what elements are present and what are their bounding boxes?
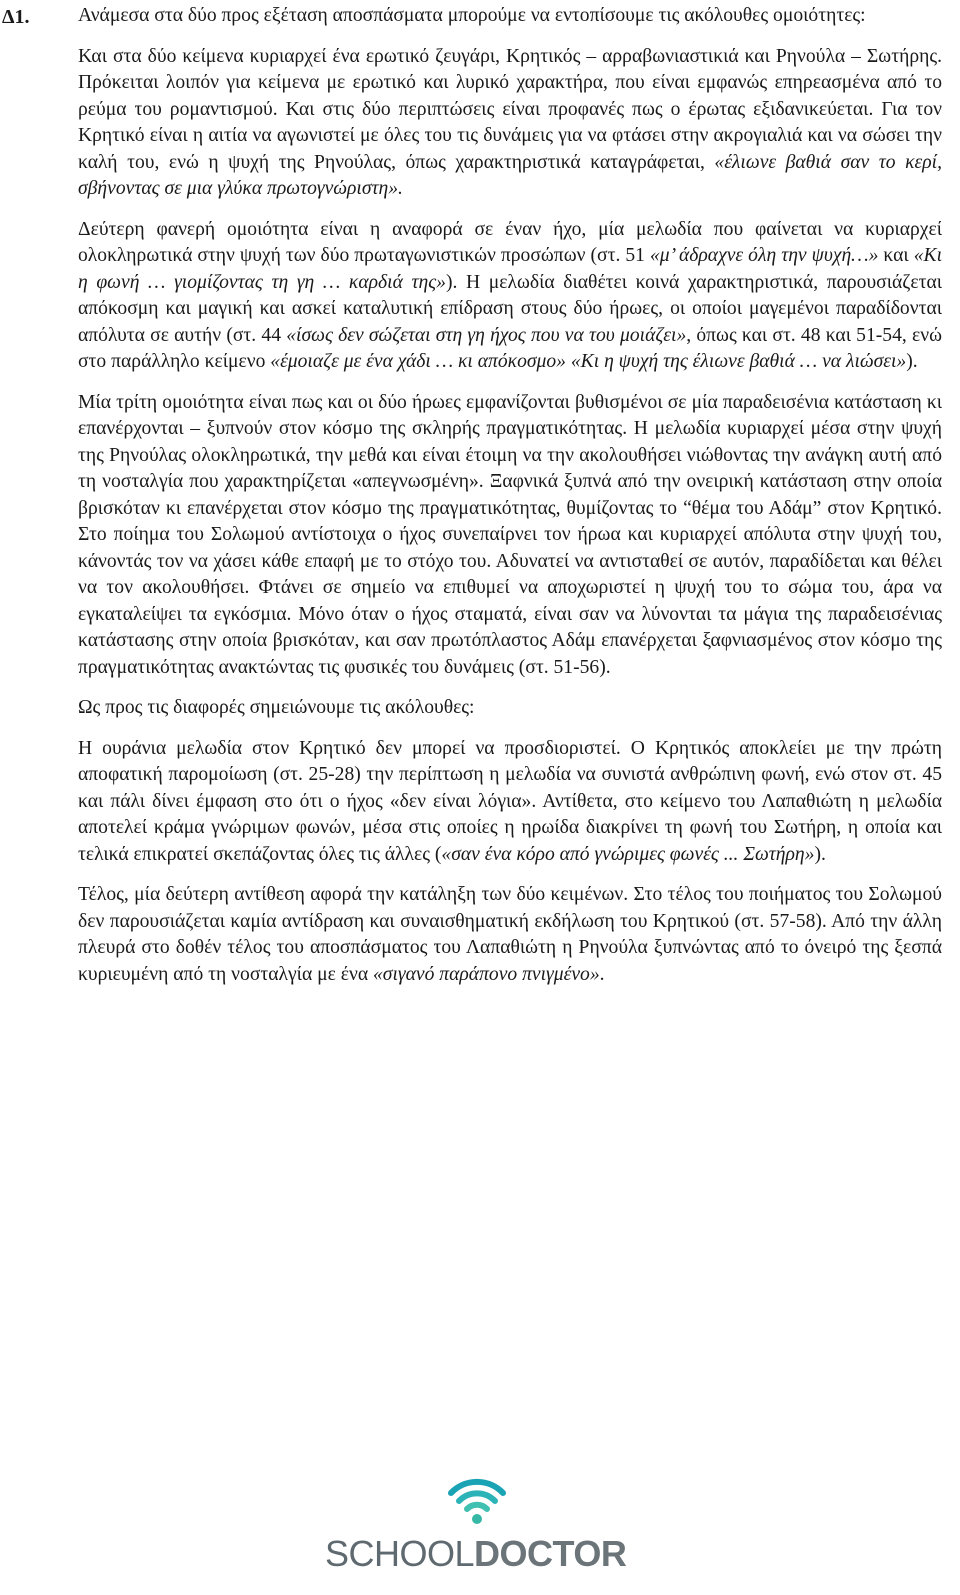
quote: «μ’ άδραχνε όλη την ψυχή…» [650, 245, 879, 266]
paragraph-text: Ως προς τις διαφορές σημειώνουμε τις ακόλουθες: [78, 697, 475, 718]
wifi-signal-icon [445, 1463, 509, 1527]
quote: «Κι η ψυχή της έλιωνε βαθιά … να λιώσει» [570, 351, 907, 372]
question-number: Δ1. [2, 6, 30, 28]
paragraph-intro [78, 3, 942, 30]
text-run: Τέλος, μία δεύτερη αντίθεση αφορά την κατάληξη των δύο κειμένων. Στο τέλος του ποιήματος του Σολωμού δεν παρουσιάζεται καμία αντίδραση και συναισθηματική εκδήλωση του Κρητικού (στ. 57-58). Από την άλλη πλευρά στο δοθέν τέλος του αποσπάσματος του Λαπαθιώτη η Ρηνούλα ξυπνώντας από το όνειρό της ξεσπά κυριευμένη από τη νοσταλγία με ένα [78, 884, 942, 985]
quote: «σιγανό παράπονο πνιγμένο» [373, 963, 600, 985]
logo-wordmark [325, 1533, 625, 1575]
quote: «ίσως δεν σώζεται στη γη ήχος που να του μοιάζει» [286, 324, 687, 346]
paragraph-similarity-3 [78, 390, 942, 682]
paragraph-difference-2 [78, 882, 942, 988]
logo-school: SCHOOL [325, 1533, 475, 1574]
logo-doctor: DOCTOR [474, 1533, 627, 1574]
text-run: και [878, 245, 914, 266]
paragraph-similarity-2 [78, 217, 942, 376]
quote: «Κι η φωνή … γιομίζοντας τη γη … καρδιά της» [78, 245, 943, 293]
paragraph-differences-intro [78, 695, 942, 722]
answer-body [78, 3, 942, 1002]
paragraph-difference-1 [78, 736, 942, 869]
text-run: Και στα δύο κείμενα κυριαρχεί ένα ερωτικό ζευγάρι, Κρητικός – αρραβωνιαστικιά και Ρηνούλα – Σωτήρης. Πρόκειται λοιπόν για κείμενα με ερωτικό και λυρικό χαρακτήρα, που είναι εμφανώς επηρεασμένα από το ρεύμα του ρομαντισμού. Και στις δύο περιπτώσεις είναι προφανές πως ο έρωτας εξιδανικεύεται. Για τον Κρητικό είναι η αιτία να αγωνιστεί με όλες του τις δυνάμεις για να φτάσει στην ακρογιαλιά και να σώσει την καλή του, ενώ η ψυχή της Ρηνούλας, όπως χαρακτηριστικά καταγράφεται, [78, 45, 942, 173]
text-run: . [599, 963, 605, 985]
text-run: , όπως και στ. 48 και 51-54, ενώ στο παράλληλο κείμενο [78, 324, 942, 372]
paragraph-intro-text: Ανάμεσα στα δύο προς εξέταση αποσπάσματα μπορούμε να εντοπίσουμε τις ακόλουθες ομοιότητες: [78, 5, 866, 26]
text-run: ). [814, 843, 826, 865]
quote: «σαν ένα κόρο από γνώριμες φωνές ... Σωτήρη» [441, 843, 815, 865]
text-run: Η ουράνια μελωδία στον Κρητικό δεν μπορεί να προσδιοριστεί. Ο Κρητικός αποκλείει με την πρώτη αποφατική παρομοίωση (στ. 25-28) την περίπτωση η μελωδία να συνιστά ανθρώπινη φωνή, ενώ στον στ. 45 και πάλι δίνει έμφαση στο ότι ο ήχος «δεν είναι λόγια». Αντίθετα, στο κείμενο του Λαπαθιώτη η μελωδία αποτελεί κράμα γνώριμων φωνών, μέσα στις οποίες η ηρωίδα διακρίνει τη φωνή του Σωτήρη, η οποία και τελικά επικρατεί σκεπάζοντας όλες τις άλλες ( [78, 737, 942, 865]
schooldoctor-logo [325, 1463, 625, 1583]
text-run: ). Η μελωδία διαθέτει κοινά χαρακτηριστικά, παρουσιάζεται απόκοσμη και μαγική και ασκεί καταλυτική επίδραση στους δύο ήρωες, οι οποίοι μαγεμένοι παραδίδονται απόλυτα σε αυτήν (στ. 44 [78, 271, 943, 346]
quote: «έμοιαζε με ένα χάδι … κι απόκοσμο» [270, 351, 566, 372]
text-run: ). [906, 351, 918, 372]
paragraph-similarity-1 [78, 44, 942, 203]
paragraph-text: Μία τρίτη ομοιότητα είναι πως και οι δύο ήρωες εμφανίζονται βυθισμένοι σε μία παραδεισένια κατάσταση κι επανέρχονται – ξυπνούν στον κόσμο της σκληρής πραγματικότητας. Η μελωδία κυριαρχεί μέσα στην ψυχή της Ρηνούλας ολοκληρωτικά, την μεθά και είναι έτοιμη να την ακολουθήσει νιώθοντας την ανάγκη αυτή από τη νοσταλγία που χαρακτηρίζεται «απεγνωσμένη». Ξαφνικά ξυπνά από την ονειρική κατάσταση στην οποία βρισκόταν κι επανέρχεται στον κόσμο της πραγματικότητας, θυμίζοντας το “θέμα του Αδάμ” στον Κρητικό. Στο ποίημα του Σολωμού αντίστοιχα ο ήχος συνεπαίρνει τον ήρωα και κυριαρχεί απόλυτα στην ψυχή του, κάνοντάς τον να χάσει κάθε επαφή με το στόχο του. Αδυνατεί να αντισταθεί σε αυτόν, παραδίδεται και θέλει να τον ακολουθήσει. Φτάνει σε σημείο να επιθυμεί να αποχωριστεί η ψυχή του το σώμα του, άρα να εγκαταλείψει τα εγκόσμια. Μόνο όταν ο ήχος σταματά, είναι σαν να λύνονται τα μάγια της παραδεισένιας κατάστασης στην οποία βρισκόταν, και σαν πρωτόπλαστος Αδάμ επανέρχεται ξαφνιασμένος στον κόσμο της πραγματικότητας ανακτώντας τις φυσικές του δυνάμεις (στ. 51-56). [78, 391, 942, 678]
quote: «έλιωνε βαθιά σαν το κερί, σβήνοντας σε μια γλύκα πρωτογνώριστη». [78, 151, 942, 199]
text-run: Δεύτερη φανερή ομοιότητα είναι η αναφορά σε έναν ήχο, μία μελωδία που φαίνεται να κυριαρχεί ολοκληρωτικά στην ψυχή των δύο πρωταγωνιστικών προσώπων (στ. 51 [78, 218, 942, 266]
